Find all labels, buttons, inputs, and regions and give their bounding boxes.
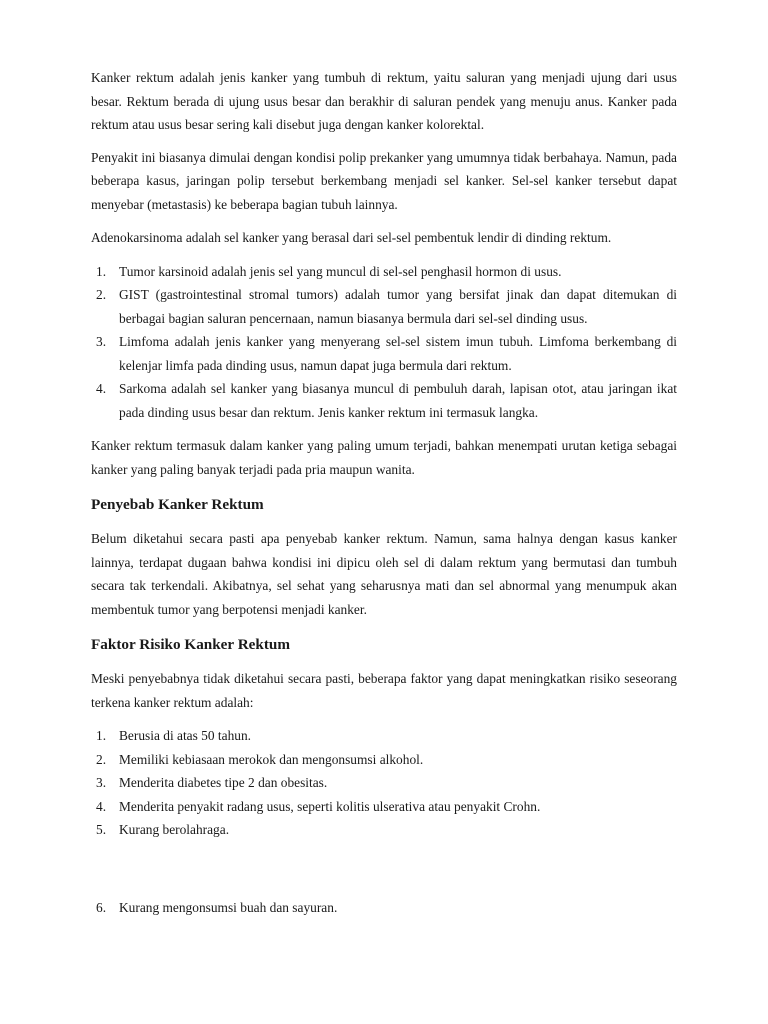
- page-gap: [91, 852, 677, 896]
- paragraph-intro-2: Penyakit ini biasanya dimulai dengan kondisi polip prekanker yang umumnya tidak berbahaya. Namun, pada beberapa kasus, jaringan polip tersebut berkembang menjadi sel kanker. Sel-sel kanker tersebut dapat menyebar (metastasis) ke beberapa bagian tubuh lainnya.: [91, 149, 677, 212]
- paragraph-common: Kanker rektum termasuk dalam kanker yang paling umum terjadi, bahkan menempati urutan ketiga sebagai kanker yang paling banyak terjadi pada pria maupun wanita.: [91, 438, 677, 477]
- paragraph-causes: Belum diketahui secara pasti apa penyebab kanker rektum. Namun, sama halnya dengan kasus kanker lainnya, terdapat dugaan bahwa kondisi ini dipicu oleh sel di dalam rektum yang bermutasi dan tumbuh secara tak terkendali. Akibatnya, sel sehat yang seharusnya mati dan sel abnormal yang menumpuk akan membentuk tumor yang berpotensi menjadi kanker.: [91, 531, 677, 617]
- paragraph-intro-1: Kanker rektum adalah jenis kanker yang tumbuh di rektum, yaitu saluran yang menjadi ujung dari usus besar. Rektum berada di ujung usus besar dan berakhir di saluran pendek yang menuju anus. Kanker pada rektum atau usus besar sering kali disebut juga dengan kanker kolorektal.: [91, 70, 677, 132]
- list-item: 1. Tumor karsinoid adalah jenis sel yang muncul di sel-sel penghasil hormon di usus.: [96, 263, 562, 279]
- list-item: 1. Berusia di atas 50 tahun.: [96, 728, 252, 743]
- list-item: 4. Sarkoma adalah sel kanker yang biasanya muncul di pembuluh darah, lapisan otot, atau jaringan ikat pada dinding usus besar dan rektum. Jenis kanker rektum ini termasuk langka.: [96, 381, 677, 420]
- risk-factors-list-continued: [91, 896, 677, 920]
- list-item: 6. Kurang mengonsumsi buah dan sayuran.: [96, 899, 338, 915]
- list-item: 3. Limfoma adalah jenis kanker yang menyerang sel-sel sistem imun tubuh. Limfoma berkembang di kelenjar limfa pada dinding usus, namun dapat juga bermula dari rektum.: [96, 334, 677, 373]
- list-item: 5. Kurang berolahraga.: [96, 822, 230, 837]
- risk-factors-list: [91, 724, 677, 842]
- list-item: 2. GIST (gastrointestinal stromal tumors) adalah tumor yang bersifat jinak dan dapat ditemukan di berbagai bagian saluran pencernaan, namun biasanya bermula dari sel-sel dinding usus.: [96, 287, 677, 326]
- heading-risk-factors: Faktor Risiko Kanker Rektum: [91, 636, 291, 653]
- cancer-types-list: [91, 260, 677, 425]
- list-item: 3. Menderita diabetes tipe 2 dan obesitas.: [96, 775, 328, 790]
- heading-causes: Penyebab Kanker Rektum: [91, 496, 264, 513]
- paragraph-adenocarcinoma: Adenokarsinoma adalah sel kanker yang berasal dari sel-sel pembentuk lendir di dinding rektum.: [91, 230, 612, 245]
- list-item: 2. Memiliki kebiasaan merokok dan mengonsumsi alkohol.: [96, 751, 424, 767]
- paragraph-risk-factors: Meski penyebabnya tidak diketahui secara pasti, beberapa faktor yang dapat meningkatkan risiko seseorang terkena kanker rektum adalah:: [91, 671, 677, 710]
- list-item: 4. Menderita penyakit radang usus, seperti kolitis ulserativa atau penyakit Crohn.: [96, 798, 541, 814]
